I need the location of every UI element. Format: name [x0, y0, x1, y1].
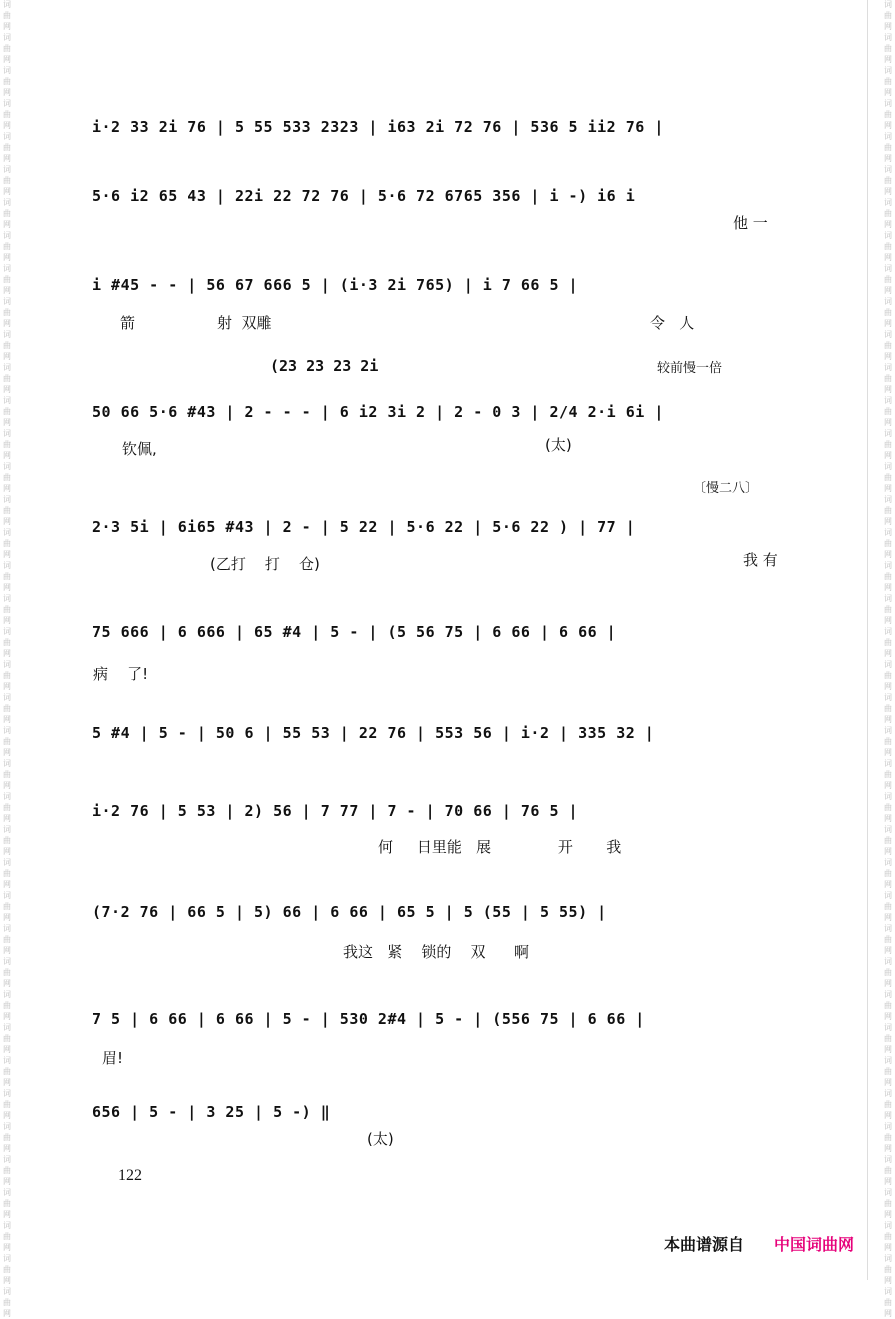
score-line-8: i·2 76 | 5 53 | 2) 56 | 7 77 | 7 - | 70 66 | 76 5 | — [92, 802, 579, 820]
watermark-glyph: 词 — [884, 594, 892, 603]
watermark-glyph: 网 — [3, 1309, 11, 1318]
watermark-glyph: 曲 — [884, 869, 892, 878]
watermark-glyph: 曲 — [3, 638, 11, 647]
watermark-glyph: 曲 — [884, 803, 892, 812]
watermark-glyph: 网 — [884, 1045, 892, 1054]
watermark-glyph: 网 — [884, 847, 892, 856]
watermark-glyph: 曲 — [3, 110, 11, 119]
watermark-glyph: 曲 — [3, 374, 11, 383]
watermark-glyph: 网 — [3, 1276, 11, 1285]
lyric-line-4a: 钦佩, — [122, 440, 157, 458]
score-line-3: i #45 - - | 56 67 666 5 | (i·3 2i 765) | i 7 66 5 | — [92, 276, 579, 294]
watermark-glyph: 曲 — [3, 506, 11, 515]
watermark-glyph: 网 — [3, 220, 11, 229]
watermark-glyph: 曲 — [3, 605, 11, 614]
watermark-glyph: 词 — [884, 33, 892, 42]
watermark-glyph: 曲 — [884, 1133, 892, 1142]
watermark-glyph: 网 — [884, 649, 892, 658]
watermark-glyph: 词 — [884, 1287, 892, 1296]
watermark-glyph: 网 — [3, 748, 11, 757]
watermark-glyph: 网 — [884, 583, 892, 592]
watermark-glyph: 词 — [884, 825, 892, 834]
watermark-glyph: 词 — [3, 759, 11, 768]
watermark-glyph: 词 — [884, 693, 892, 702]
watermark-glyph: 网 — [3, 682, 11, 691]
watermark-glyph: 曲 — [884, 440, 892, 449]
watermark-glyph: 网 — [884, 1210, 892, 1219]
watermark-glyph: 曲 — [884, 176, 892, 185]
score-line-11: 656 | 5 - | 3 25 | 5 -) ‖ — [92, 1103, 331, 1121]
watermark-glyph: 曲 — [3, 539, 11, 548]
watermark-glyph: 网 — [3, 781, 11, 790]
watermark-glyph: 词 — [884, 726, 892, 735]
watermark-glyph: 曲 — [3, 869, 11, 878]
watermark-glyph: 网 — [3, 1210, 11, 1219]
watermark-glyph: 曲 — [884, 209, 892, 218]
watermark-glyph: 词 — [3, 1155, 11, 1164]
watermark-glyph: 词 — [3, 330, 11, 339]
watermark-glyph: 网 — [884, 1012, 892, 1021]
watermark-glyph: 网 — [884, 1111, 892, 1120]
watermark-glyph: 词 — [3, 1056, 11, 1065]
watermark-glyph: 曲 — [884, 110, 892, 119]
watermark-glyph: 词 — [884, 528, 892, 537]
watermark-glyph: 网 — [3, 583, 11, 592]
watermark-glyph: 曲 — [884, 242, 892, 251]
watermark-glyph: 网 — [884, 1078, 892, 1087]
lyric-line-6: 病 了! — [93, 665, 149, 683]
watermark-glyph: 词 — [3, 1089, 11, 1098]
watermark-glyph: 网 — [3, 517, 11, 526]
watermark-glyph: 曲 — [3, 1034, 11, 1043]
watermark-glyph: 词 — [3, 1254, 11, 1263]
watermark-glyph: 网 — [884, 187, 892, 196]
score-line-6: 75 666 | 6 666 | 65 #4 | 5 - | (5 56 75 | 6 66 | 6 66 | — [92, 623, 617, 641]
watermark-glyph: 曲 — [884, 737, 892, 746]
watermark-glyph: 网 — [884, 451, 892, 460]
watermark-glyph: 词 — [884, 990, 892, 999]
watermark-glyph: 网 — [3, 550, 11, 559]
watermark-glyph: 网 — [3, 1045, 11, 1054]
watermark-glyph: 词 — [884, 363, 892, 372]
watermark-glyph: 曲 — [884, 671, 892, 680]
lyric-line-3c: 令 人 — [650, 314, 695, 332]
watermark-glyph: 网 — [3, 385, 11, 394]
watermark-glyph: 曲 — [3, 77, 11, 86]
watermark-glyph: 曲 — [884, 968, 892, 977]
watermark-glyph: 网 — [884, 1309, 892, 1318]
watermark-glyph: 曲 — [3, 1298, 11, 1307]
watermark-glyph: 网 — [884, 913, 892, 922]
watermark-glyph: 网 — [884, 781, 892, 790]
watermark-glyph: 词 — [3, 132, 11, 141]
watermark-glyph: 词 — [884, 396, 892, 405]
watermark-glyph: 曲 — [3, 1265, 11, 1274]
watermark-glyph: 网 — [3, 814, 11, 823]
watermark-glyph: 网 — [884, 682, 892, 691]
watermark-glyph: 词 — [3, 363, 11, 372]
watermark-glyph: 曲 — [3, 803, 11, 812]
watermark-glyph: 词 — [884, 660, 892, 669]
watermark-glyph: 网 — [884, 550, 892, 559]
watermark-glyph: 曲 — [884, 539, 892, 548]
watermark-glyph: 曲 — [884, 935, 892, 944]
watermark-glyph: 词 — [3, 297, 11, 306]
watermark-glyph: 曲 — [884, 11, 892, 20]
watermark-glyph: 网 — [3, 1144, 11, 1153]
watermark-glyph: 曲 — [884, 605, 892, 614]
watermark-glyph: 网 — [884, 88, 892, 97]
watermark-glyph: 曲 — [3, 572, 11, 581]
watermark-glyph: 词 — [884, 792, 892, 801]
watermark-glyph: 词 — [884, 1122, 892, 1131]
watermark-glyph: 词 — [884, 462, 892, 471]
interlude-notes: (23 23 23 2i — [270, 357, 379, 375]
watermark-glyph: 曲 — [884, 407, 892, 416]
watermark-glyph: 网 — [3, 187, 11, 196]
watermark-glyph: 网 — [884, 385, 892, 394]
watermark-glyph: 网 — [884, 748, 892, 757]
watermark-glyph: 曲 — [3, 968, 11, 977]
score-line-7: 5 #4 | 5 - | 50 6 | 55 53 | 22 76 | 553 56 | i·2 | 335 32 | — [92, 724, 655, 742]
watermark-glyph: 词 — [884, 297, 892, 306]
lyric-line-9: 我这 紧 锁的 双 啊 — [343, 943, 530, 961]
watermark-glyph: 词 — [884, 198, 892, 207]
lyric-line-2: 他 一 — [733, 214, 768, 232]
watermark-glyph: 曲 — [884, 1265, 892, 1274]
watermark-glyph: 网 — [3, 1111, 11, 1120]
watermark-glyph: 网 — [884, 1276, 892, 1285]
watermark-glyph: 词 — [884, 429, 892, 438]
watermark-glyph: 词 — [3, 561, 11, 570]
watermark-glyph: 网 — [884, 946, 892, 955]
watermark-glyph: 曲 — [884, 1166, 892, 1175]
watermark-glyph: 曲 — [884, 1100, 892, 1109]
watermark-glyph: 曲 — [884, 77, 892, 86]
watermark-glyph: 词 — [884, 264, 892, 273]
watermark-glyph: 词 — [3, 33, 11, 42]
watermark-glyph: 曲 — [884, 374, 892, 383]
lyric-line-10: 眉! — [102, 1049, 124, 1067]
watermark-glyph: 曲 — [884, 506, 892, 515]
watermark-glyph: 网 — [3, 451, 11, 460]
right-watermark-strip — [881, 0, 895, 1318]
watermark-glyph: 曲 — [3, 836, 11, 845]
watermark-glyph: 词 — [884, 1056, 892, 1065]
watermark-glyph: 网 — [884, 286, 892, 295]
watermark-glyph: 网 — [884, 1177, 892, 1186]
watermark-glyph: 曲 — [3, 143, 11, 152]
page-border — [867, 0, 868, 1280]
watermark-glyph: 词 — [3, 99, 11, 108]
watermark-glyph: 网 — [3, 847, 11, 856]
watermark-glyph: 网 — [884, 154, 892, 163]
watermark-glyph: 网 — [3, 121, 11, 130]
watermark-glyph: 词 — [884, 132, 892, 141]
watermark-glyph: 网 — [3, 418, 11, 427]
watermark-glyph: 网 — [3, 1177, 11, 1186]
lyric-line-11: (太) — [367, 1130, 394, 1148]
watermark-glyph: 词 — [884, 66, 892, 75]
watermark-glyph: 曲 — [3, 341, 11, 350]
watermark-glyph: 网 — [884, 352, 892, 361]
watermark-glyph: 词 — [3, 231, 11, 240]
watermark-glyph: 词 — [884, 165, 892, 174]
watermark-glyph: 网 — [3, 880, 11, 889]
watermark-glyph: 词 — [3, 957, 11, 966]
score-line-9: (7·2 76 | 66 5 | 5) 66 | 6 66 | 65 5 | 5 (55 | 5 55) | — [92, 903, 607, 921]
watermark-glyph: 曲 — [3, 671, 11, 680]
watermark-glyph: 网 — [884, 979, 892, 988]
watermark-glyph: 词 — [3, 264, 11, 273]
watermark-glyph: 曲 — [3, 407, 11, 416]
watermark-glyph: 网 — [3, 946, 11, 955]
watermark-glyph: 网 — [3, 913, 11, 922]
watermark-glyph: 曲 — [3, 704, 11, 713]
watermark-glyph: 词 — [3, 825, 11, 834]
watermark-glyph: 词 — [3, 891, 11, 900]
watermark-glyph: 曲 — [3, 1199, 11, 1208]
watermark-glyph: 词 — [3, 66, 11, 75]
watermark-glyph: 词 — [884, 0, 892, 9]
watermark-glyph: 曲 — [3, 473, 11, 482]
watermark-glyph: 曲 — [884, 473, 892, 482]
watermark-glyph: 曲 — [3, 1133, 11, 1142]
watermark-glyph: 曲 — [884, 143, 892, 152]
watermark-glyph: 曲 — [884, 638, 892, 647]
watermark-glyph: 网 — [3, 616, 11, 625]
banqiang-label: 〔慢二八〕 — [693, 481, 759, 496]
watermark-glyph: 曲 — [3, 11, 11, 20]
watermark-glyph: 词 — [3, 792, 11, 801]
lyric-line-5b: 我 有 — [743, 551, 778, 569]
watermark-glyph: 网 — [3, 154, 11, 163]
tempo-annotation: 较前慢一倍 — [657, 361, 723, 376]
watermark-glyph: 词 — [884, 759, 892, 768]
watermark-glyph: 词 — [3, 495, 11, 504]
watermark-glyph: 网 — [3, 352, 11, 361]
watermark-glyph: 网 — [884, 715, 892, 724]
page-number: 122 — [118, 1167, 142, 1184]
watermark-glyph: 词 — [3, 429, 11, 438]
watermark-glyph: 曲 — [3, 737, 11, 746]
watermark-glyph: 曲 — [884, 572, 892, 581]
watermark-glyph: 词 — [884, 858, 892, 867]
lyric-line-8: 何 日里能 展 开 我 — [378, 838, 622, 856]
watermark-glyph: 网 — [3, 1012, 11, 1021]
watermark-glyph: 网 — [884, 1243, 892, 1252]
watermark-glyph: 曲 — [3, 44, 11, 53]
watermark-glyph: 网 — [884, 22, 892, 31]
watermark-glyph: 网 — [3, 715, 11, 724]
watermark-glyph: 词 — [884, 1089, 892, 1098]
watermark-glyph: 词 — [884, 957, 892, 966]
watermark-glyph: 词 — [3, 858, 11, 867]
lyric-line-3a: 箭 — [120, 314, 136, 332]
score-line-2: 5·6 i2 65 43 | 22i 22 72 76 | 5·6 72 6765 356 | i -) i6 i — [92, 187, 636, 205]
watermark-glyph: 词 — [3, 726, 11, 735]
watermark-glyph: 网 — [884, 484, 892, 493]
watermark-glyph: 词 — [884, 1023, 892, 1032]
watermark-glyph: 词 — [884, 1155, 892, 1164]
watermark-glyph: 词 — [884, 99, 892, 108]
watermark-glyph: 曲 — [884, 1199, 892, 1208]
watermark-glyph: 网 — [884, 319, 892, 328]
watermark-glyph: 网 — [884, 616, 892, 625]
watermark-glyph: 网 — [884, 1144, 892, 1153]
watermark-glyph: 曲 — [3, 275, 11, 284]
watermark-glyph: 词 — [884, 1254, 892, 1263]
watermark-glyph: 词 — [3, 627, 11, 636]
watermark-glyph: 曲 — [3, 1232, 11, 1241]
watermark-glyph: 曲 — [3, 440, 11, 449]
watermark-glyph: 曲 — [884, 1067, 892, 1076]
watermark-glyph: 词 — [3, 1188, 11, 1197]
watermark-glyph: 曲 — [3, 242, 11, 251]
watermark-glyph: 曲 — [884, 308, 892, 317]
watermark-glyph: 词 — [3, 528, 11, 537]
watermark-glyph: 网 — [884, 814, 892, 823]
watermark-glyph: 词 — [884, 231, 892, 240]
watermark-glyph: 曲 — [3, 1100, 11, 1109]
watermark-glyph: 曲 — [3, 1067, 11, 1076]
watermark-glyph: 网 — [3, 1243, 11, 1252]
watermark-glyph: 曲 — [884, 1034, 892, 1043]
score-line-5: 2·3 5i | 6i65 #43 | 2 - | 5 22 | 5·6 22 | 5·6 22 ) | 77 | — [92, 518, 636, 536]
watermark-glyph: 词 — [884, 924, 892, 933]
watermark-glyph: 网 — [3, 55, 11, 64]
watermark-glyph: 网 — [884, 253, 892, 262]
left-watermark-strip — [0, 0, 14, 1318]
watermark-glyph: 词 — [884, 891, 892, 900]
watermark-glyph: 曲 — [884, 902, 892, 911]
watermark-glyph: 曲 — [884, 44, 892, 53]
watermark-glyph: 曲 — [884, 770, 892, 779]
watermark-glyph: 词 — [884, 330, 892, 339]
watermark-glyph: 网 — [3, 88, 11, 97]
watermark-glyph: 词 — [3, 198, 11, 207]
watermark-glyph: 网 — [3, 979, 11, 988]
watermark-glyph: 网 — [3, 1078, 11, 1087]
watermark-glyph: 网 — [3, 286, 11, 295]
watermark-glyph: 词 — [3, 1122, 11, 1131]
watermark-glyph: 词 — [884, 1221, 892, 1230]
watermark-glyph: 曲 — [3, 902, 11, 911]
watermark-glyph: 词 — [3, 660, 11, 669]
watermark-glyph: 曲 — [884, 836, 892, 845]
watermark-glyph: 曲 — [3, 770, 11, 779]
watermark-glyph: 曲 — [884, 341, 892, 350]
watermark-glyph: 网 — [3, 22, 11, 31]
watermark-glyph: 词 — [884, 495, 892, 504]
watermark-glyph: 词 — [3, 1023, 11, 1032]
watermark-glyph: 曲 — [3, 308, 11, 317]
watermark-glyph: 网 — [884, 880, 892, 889]
watermark-glyph: 曲 — [3, 1166, 11, 1175]
watermark-glyph: 词 — [3, 1287, 11, 1296]
watermark-glyph: 词 — [3, 165, 11, 174]
watermark-glyph: 网 — [3, 484, 11, 493]
lyric-line-4b: (太) — [545, 436, 572, 454]
watermark-glyph: 词 — [3, 924, 11, 933]
watermark-glyph: 曲 — [3, 209, 11, 218]
watermark-glyph: 网 — [884, 55, 892, 64]
watermark-glyph: 网 — [884, 517, 892, 526]
watermark-glyph: 词 — [3, 693, 11, 702]
watermark-glyph: 曲 — [884, 704, 892, 713]
watermark-glyph: 曲 — [3, 176, 11, 185]
footer-source-text: 本曲谱源自 — [664, 1235, 745, 1254]
footer-site-link[interactable]: 中国词曲网 — [774, 1235, 855, 1254]
watermark-glyph: 网 — [884, 418, 892, 427]
watermark-glyph: 曲 — [884, 275, 892, 284]
watermark-glyph: 词 — [3, 462, 11, 471]
watermark-glyph: 词 — [3, 1221, 11, 1230]
watermark-glyph: 词 — [3, 396, 11, 405]
watermark-glyph: 网 — [3, 319, 11, 328]
watermark-glyph: 词 — [3, 594, 11, 603]
lyric-line-3b: 射 双雕 — [217, 314, 272, 332]
lyric-line-5a: (乙打 打 仓) — [210, 555, 320, 573]
watermark-glyph: 词 — [884, 561, 892, 570]
watermark-glyph: 词 — [884, 1188, 892, 1197]
watermark-glyph: 词 — [3, 990, 11, 999]
watermark-glyph: 网 — [884, 121, 892, 130]
score-line-10: 7 5 | 6 66 | 6 66 | 5 - | 530 2#4 | 5 - | (556 75 | 6 66 | — [92, 1010, 645, 1028]
watermark-glyph: 网 — [3, 253, 11, 262]
score-line-1: i·2 33 2i 76 | 5 55 533 2323 | i63 2i 72 76 | 536 5 ii2 76 | — [92, 118, 664, 136]
watermark-glyph: 曲 — [3, 1001, 11, 1010]
watermark-glyph: 曲 — [3, 935, 11, 944]
watermark-glyph: 词 — [3, 0, 11, 9]
watermark-glyph: 曲 — [884, 1298, 892, 1307]
watermark-glyph: 词 — [884, 627, 892, 636]
watermark-glyph: 网 — [884, 220, 892, 229]
watermark-glyph: 曲 — [884, 1232, 892, 1241]
watermark-glyph: 曲 — [884, 1001, 892, 1010]
watermark-glyph: 网 — [3, 649, 11, 658]
score-line-4: 50 66 5·6 #43 | 2 - - - | 6 i2 3i 2 | 2 - 0 3 | 2/4 2·i 6i | — [92, 403, 664, 421]
